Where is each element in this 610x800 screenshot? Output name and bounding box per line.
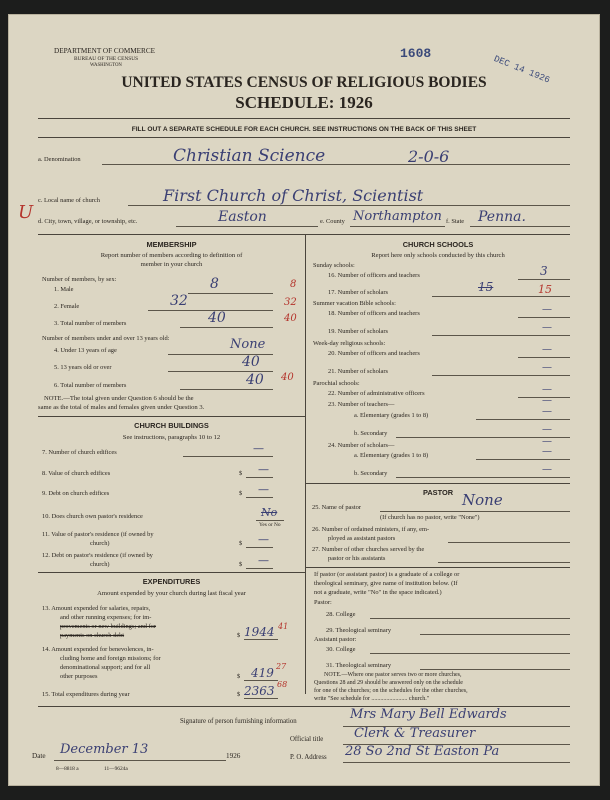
weekday-scholars-line [432,375,570,376]
department-label: DEPARTMENT OF COMMERCE [54,47,156,55]
male-check: 8 [290,279,297,290]
pastor-seminary-label: 29. Theological seminary [326,627,392,634]
other-churches-line [438,562,570,563]
edifices-debt-prefix: $ [239,490,243,497]
edifices-debt-value: — [258,483,269,496]
membership-intro-2: member in your church [140,261,203,268]
city-line [176,226,318,227]
owns-residence-label: 10. Does church own pastor's residence [42,513,143,520]
year-value: 1926 [226,752,241,760]
membership-heading: MEMBERSHIP [146,240,197,249]
female-label: 2. Female [54,303,80,310]
weekday-schools-label: Week-day religious schools: [313,340,386,347]
female-check: 32 [284,297,297,308]
residence-debt-line [246,568,273,569]
item15-value: 2363 [244,684,275,698]
total-members-check: 40 [284,313,297,324]
membership-note-1: NOTE.—The total given under Question 6 should be the [44,395,194,402]
expenditures-heading: EXPENDITURES [142,577,201,586]
sunday-scholars-line [432,296,570,297]
summer-scholars-label: 19. Number of scholars [328,328,388,335]
summer-schools-label: Summer vacation Bible schools: [313,300,396,307]
address-value: 28 So 2nd St Easton Pa [345,744,500,759]
column-divider [305,234,306,694]
other-churches-line1: 27. Number of other churches served by the [312,546,425,553]
assistant-seminary-line [420,669,570,670]
local-name-label: c. Local name of church [38,197,100,204]
form-code: 8—8818 a [56,766,79,772]
scholars-secondary-label: b. Secondary [354,470,388,477]
county-line [350,226,445,227]
item13-line [244,639,278,640]
item15-cents: 68 [277,680,288,689]
pastor-heading: PASTOR [422,488,454,497]
header-rule-top [38,118,570,119]
assistant-pastor-label: Assistant pastor: [314,636,357,643]
assistant-seminary-label: 31. Theological seminary [326,662,392,669]
city-label: WASHINGTON [90,63,122,68]
weekday-scholars-label: 21. Number of scholars [328,368,388,375]
denomination-value: Christian Science [173,146,326,166]
total-members-line [180,327,273,328]
membership-rule [38,416,305,417]
buildings-rule [38,572,305,573]
weekday-officers-value: — [542,344,552,355]
sunday-scholars-label: 17. Number of scholars [328,289,388,296]
teachers-secondary-value: — [542,424,552,435]
item14-cents: 27 [276,662,287,671]
assistant-ministers-line2: ployed as assistant pastors [328,535,396,542]
membership-note-2: same as the total of males and females given under Question 3. [38,404,205,411]
item13-line1: 13. Amount expended for salaries, repairs, [42,605,151,612]
state-line [470,226,570,227]
pastor-name-note: (If church has no pastor, write "None") [380,514,480,521]
sunday-officers-line [518,279,570,280]
teachers-elementary-value: — [542,406,552,417]
number-stamp: 1608 [400,46,432,61]
yes-or-no-note: Yes or No [259,522,281,528]
item13-value: 1944 [244,625,275,639]
schools-rule [306,483,570,484]
expenditures-intro: Amount expended by your church during last fiscal year [97,590,246,597]
item14-prefix: $ [237,673,241,680]
parochial-schools-label: Parochial schools: [313,380,360,387]
owns-residence-value: No [261,506,278,519]
local-name-value: First Church of Christ, Scientist [163,186,424,205]
age-total-label: 6. Total number of members [54,382,127,389]
summer-scholars-line [432,335,570,336]
city-value: Easton [218,209,267,225]
item13-line3: provements or new buildings; and for [60,623,157,630]
margin-mark: U [18,202,34,223]
parochial-scholars-value: — [542,436,552,447]
scholars-elementary-label: a. Elementary (grades 1 to 8) [354,452,429,459]
teachers-secondary-label: b. Secondary [354,430,388,437]
age-total-value: 40 [246,372,264,388]
date-received-stamp: DEC 14 1926 [492,54,552,86]
residence-value-prefix: $ [239,540,243,547]
under-13-label: 4. Under 13 years of age [54,347,117,354]
denomination-code: 2-0-6 [408,147,450,166]
date-label: Date [32,752,46,760]
item13-line4: payments on church debt [60,632,125,639]
item15-line [244,698,278,699]
residence-debt-label-2: church) [90,561,110,568]
city-field-label: d. City, town, village, or township, etc. [38,218,138,225]
item13-line2: and other running expenses; for im- [60,614,152,621]
census-schedule-sheet [8,14,600,786]
residence-value-label: 11. Value of pastor's residence (if owned by [42,531,154,538]
under-13-value: None [230,337,266,352]
pastor-name-value: None [462,491,503,509]
edifices-value-prefix: $ [239,470,243,477]
signature-label: Signature of person furnishing information [180,718,297,725]
graduate-note-1: If pastor (or assistant pastor) is a graduate of a college or [314,571,460,578]
scholars-elementary-line [476,459,570,460]
signature-value: Mrs Mary Bell Edwards [350,707,507,722]
official-title-value: Clerk & Treasurer [354,726,476,741]
pastor-note-1: NOTE.—Where one pastor serves two or more churches, [324,672,462,678]
summer-officers-value: — [542,304,552,315]
weekday-officers-line [518,357,570,358]
official-title-label: Official title [290,736,324,743]
separate-schedule-instruction: FILL OUT A SEPARATE SCHEDULE FOR EACH CHURCH. SEE INSTRUCTIONS ON THE BACK OF THIS SHEET [131,126,477,133]
members-by-sex-label: Number of members, by sex: [42,276,117,283]
weekday-officers-label: 20. Number of officers and teachers [328,350,420,357]
male-line [188,293,273,294]
male-label: 1. Male [54,286,74,293]
assistant-ministers-line1: 26. Number of ordained ministers, if any, em- [312,526,430,533]
item14-line [244,680,278,681]
local-name-line [128,205,570,206]
edifices-debt-label: 9. Debt on church edifices [42,490,110,497]
residence-debt-prefix: $ [239,561,243,568]
graduate-note-2: theological seminary, give name of institution below. (If [314,580,458,587]
sunday-officers-label: 16. Number of officers and teachers [328,272,420,279]
denomination-label: a. Denomination [38,156,81,163]
pastor-name-label: 25. Name of pastor [312,504,361,511]
date-line [54,760,226,761]
parochial-teachers-value: — [542,395,552,406]
state-label: f. State [446,218,465,225]
item14-line4: other purposes [60,673,98,680]
age-intro-label: Number of members under and over 13 years old: [42,335,170,342]
age-total-check: 40 [281,372,294,383]
item14-line1: 14. Amount expended for benevolences, in- [42,646,154,653]
county-label: e. County [320,218,345,225]
edifices-value-value: — [258,463,269,476]
buildings-intro: See instructions, paragraphs 10 to 12 [122,434,221,441]
bureau-label: BUREAU OF THE CENSUS [74,56,139,62]
scholars-elementary-value: — [542,446,552,457]
pastor-college-label: 28. College [326,611,356,618]
parochial-teachers-label: 23. Number of teachers— [328,401,395,408]
item13-prefix: $ [237,632,241,639]
address-label: P. O. Address [290,754,327,761]
pastor-note-2: Questions 28 and 29 should be answered only on the schedule [314,680,463,686]
schools-intro: Report here only schools conducted by this church [371,252,505,259]
residence-value-label-2: church) [90,540,110,547]
pastor-note-4: write "See schedule for ........................ church." [314,696,430,702]
edifices-count-line [183,456,273,457]
item15-prefix: $ [237,691,241,698]
address-line [343,762,570,763]
sunday-officers-value: 3 [540,264,548,278]
form-subtitle: SCHEDULE: 1926 [235,93,373,112]
assistant-ministers-line [448,542,570,543]
summer-officers-label: 18. Number of officers and teachers [328,310,420,317]
form-title: UNITED STATES CENSUS OF RELIGIOUS BODIES [121,74,487,91]
sunday-scholars-check: 15 [538,283,552,296]
edifices-value-line [246,477,273,478]
assistant-college-line [370,653,570,654]
parochial-scholars-label: 24. Number of scholars— [328,442,395,449]
pastor-name-line [380,511,570,512]
fields-rule [38,234,570,235]
schools-heading: CHURCH SCHOOLS [402,240,474,249]
item14-line3: denominational support; and for all [60,664,151,671]
sunday-schools-label: Sunday schools: [313,262,355,269]
assistant-college-label: 30. College [326,646,356,653]
owns-residence-line [256,520,284,521]
weekday-scholars-value: — [542,362,552,373]
state-value: Penna. [478,209,526,225]
total-members-value: 40 [208,310,226,326]
female-value: 32 [170,293,188,309]
residence-value-value: — [258,533,269,546]
pastor-note-3: for one of the churches; on the schedules for the other churches, [314,688,468,694]
form-code-2: 11—9624a [104,766,128,772]
pastor-seminary-line [420,634,570,635]
item13-cents: 41 [278,622,289,631]
age-total-line [180,389,273,390]
edifices-count-label: 7. Number of church edifices [42,449,117,456]
graduate-note-3: not a graduate, write "No" in the space indicated.) [314,589,442,596]
parochial-admin-label: 22. Number of administrative officers [328,390,425,397]
pastor-sub-label: Pastor: [314,599,332,606]
item15-label: 15. Total expenditures during year [42,691,130,698]
membership-intro-1: Report number of members according to definition of [100,252,243,259]
buildings-heading: CHURCH BUILDINGS [134,421,209,430]
header-rule-bottom [38,137,570,138]
summer-scholars-value: — [542,322,552,333]
teachers-elementary-line [476,419,570,420]
item14-line2: cluding home and foreign missions; for [60,655,161,662]
summer-officers-line [518,317,570,318]
county-value: Northampton [353,209,442,224]
pastor-rule [306,567,570,568]
edifices-count-value: — [253,442,264,455]
scholars-secondary-line [396,477,570,478]
other-churches-line2: pastor or his assistants [328,555,386,562]
residence-debt-label: 12. Debt on pastor's residence (if owned by [42,552,153,559]
pastor-college-line [370,618,570,619]
total-members-label: 3. Total number of members [54,320,127,327]
scholars-secondary-value: — [542,464,552,475]
residence-debt-value: — [258,554,269,567]
edifices-value-label: 8. Value of church edifices [42,470,111,477]
over-13-label: 5. 13 years old or over [54,364,112,371]
edifices-debt-line [246,497,273,498]
male-value: 8 [210,276,219,292]
teachers-elementary-label: a. Elementary (grades 1 to 8) [354,412,429,419]
item14-value: 419 [251,666,274,680]
over-13-value: 40 [242,354,260,370]
residence-value-line [246,547,273,548]
sunday-scholars-value: 15 [478,280,494,294]
parochial-admin-value: — [542,384,552,395]
date-value: December 13 [60,742,149,757]
